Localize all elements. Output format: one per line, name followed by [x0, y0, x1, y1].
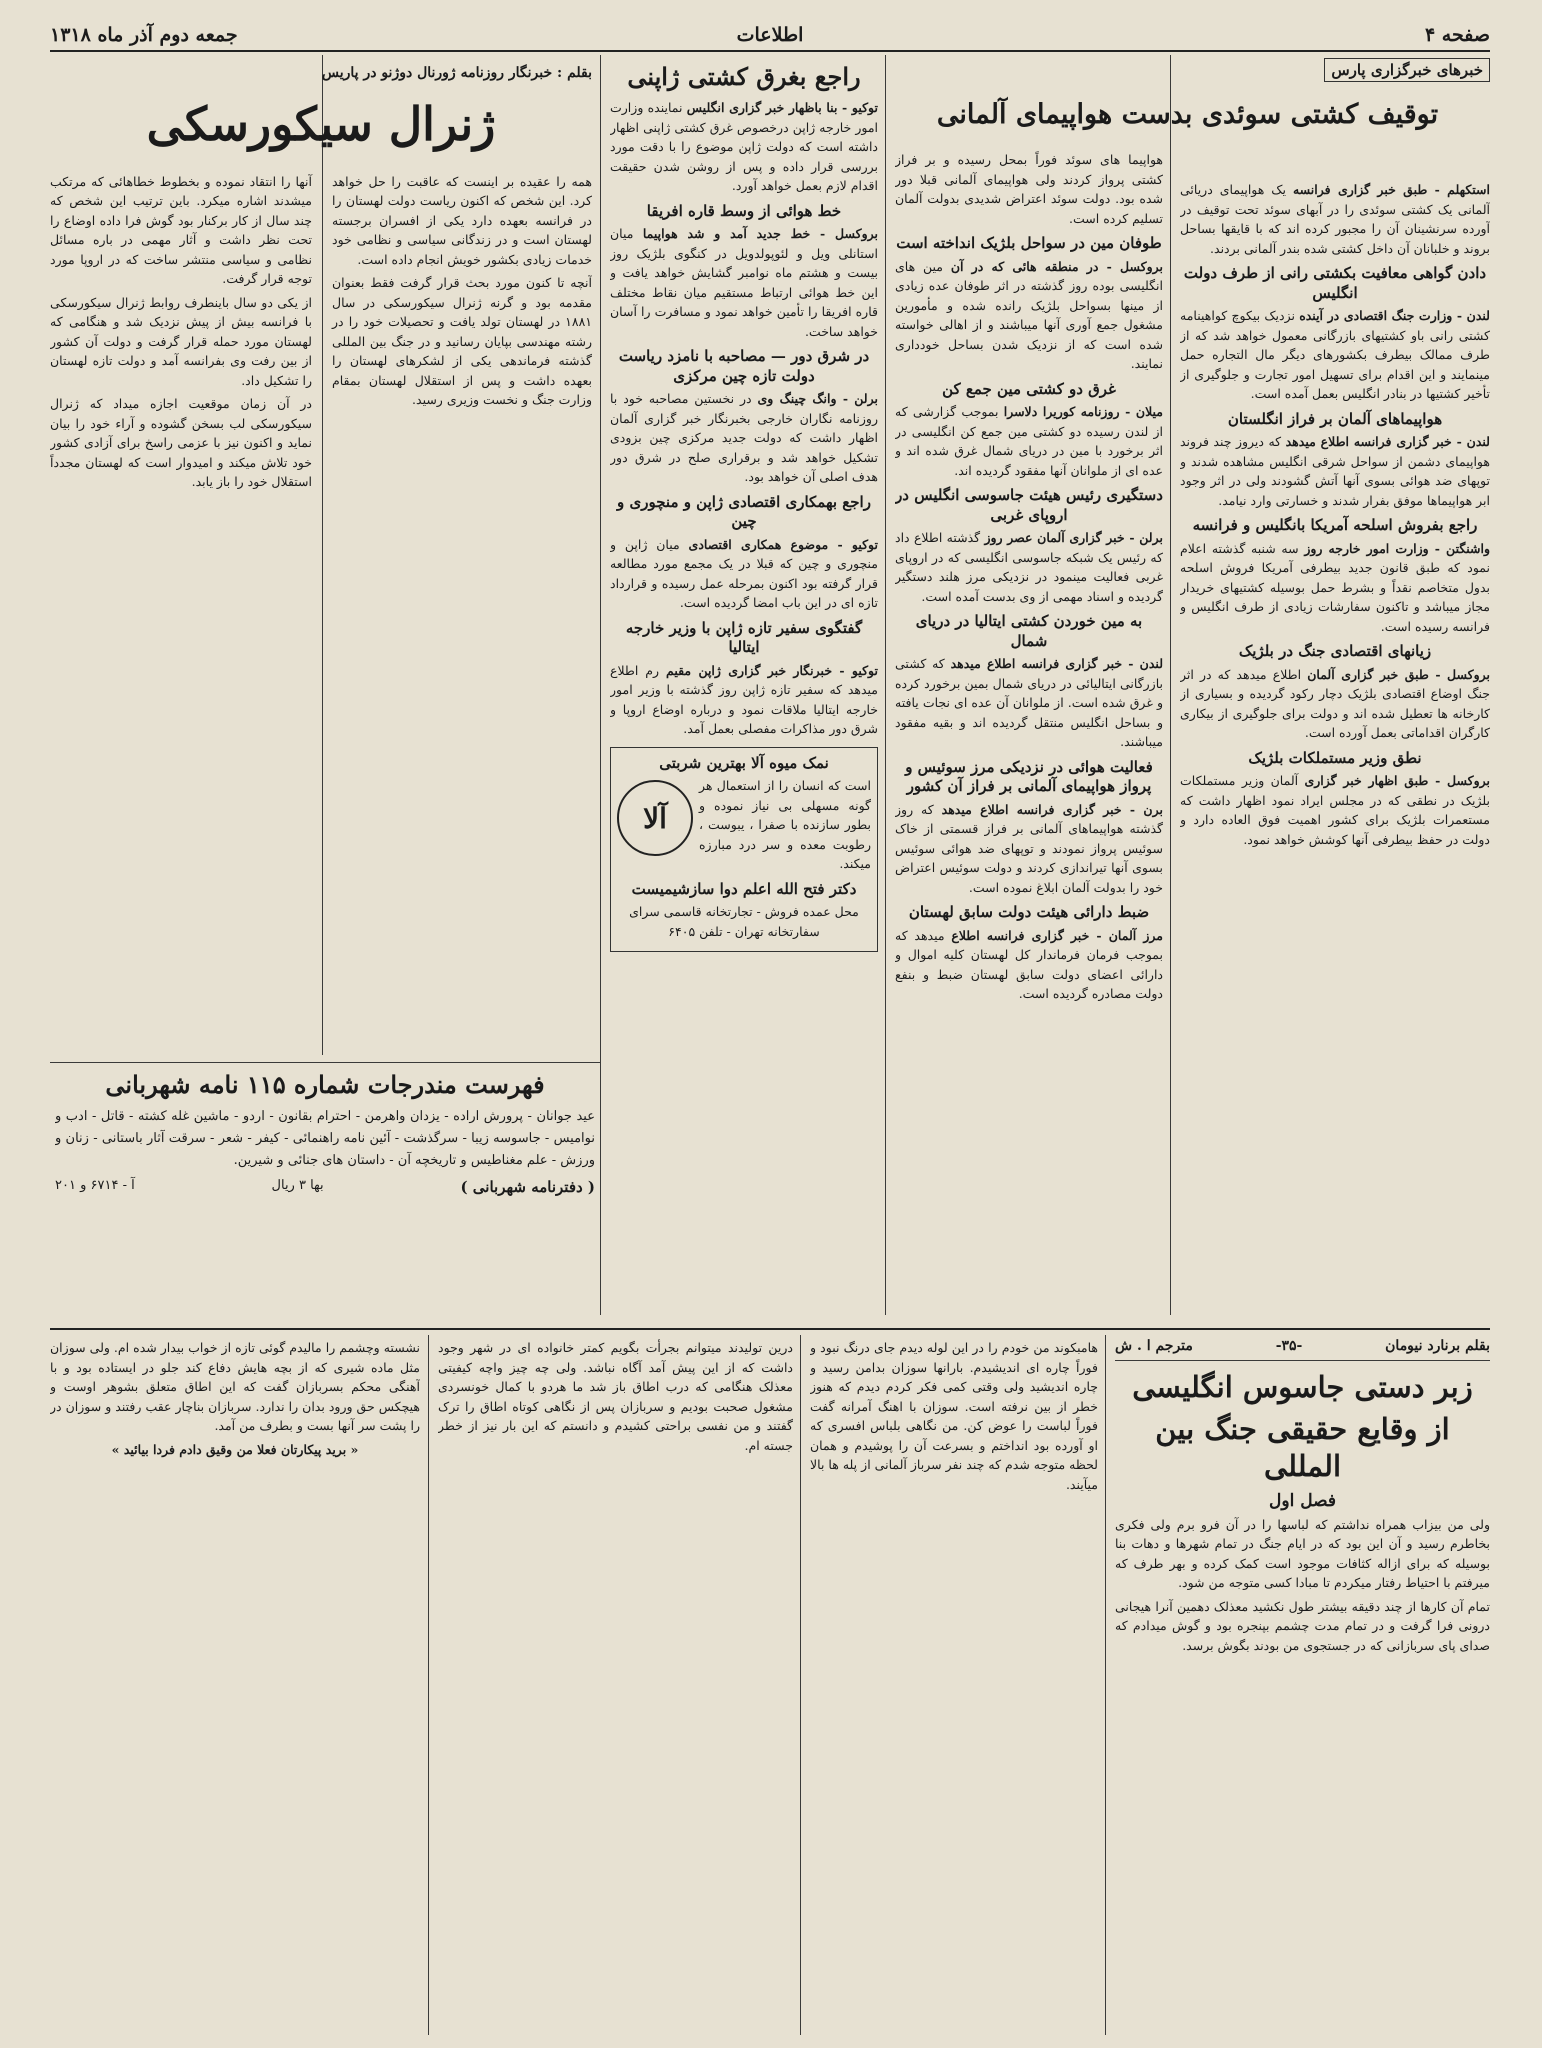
- article-text: همه را عقیده بر اینست که عاقبت را حل خواهد کرد. این شخص که اکنون ریاست دولت لهستان را در فرانسه بعهده دارد یکی از افسران برجسته لهستان است و در زندگانی سیاسی و نظامی خود خدمات زیادی بکشور خویش انجام داده است.: [332, 173, 592, 267]
- headline-sikorski: ژنرال سیکورسکی: [146, 97, 496, 152]
- article-text: لندن - خبر گزاری فرانسه اطلاع میدهد که دیروز چند فروند هواپیمای دشمن از سواحل شرقی انگلیس مشاهده شدند و توپهای ضد هوائی بسوی آنها آتش گشودند ولی در اثر وجود ابر هواپیماها موفق بفرار شدند و خسارتی وارد نیامد.: [1180, 434, 1490, 508]
- article-text: توکیو - موضوع همکاری اقتصادی میان ژاپن و منچوری و چین که قبلا در یک مجمع مورد مطالعه قرار گرفته بود اکنون بمرحله عمل رسیده و قرارداد تازه ای در این باب امضا گردیده است.: [610, 536, 878, 610]
- article-text: مرز آلمان - خبر گزاری فرانسه اطلاع میدهد که بموجب فرمان فرماندار کل لهستان کلیه اموال و دارائی اعضای دولت سابق لهستان ضبط و بنفع دولت مصادره گردیده است.: [895, 927, 1163, 1001]
- article-text: بروکسل - خط جدید آمد و شد هواپیما میان استانلی ویل و لئوپولدویل در کنگوی بلژیک روز بیست و هشتم ماه نوامبر گشایش خواهد یافت و این خط هوائی ارتباط مستقیم میان نقاط مختلف قاره افریقا را تأمین خواهد نمود و مسافرت را آسان خواهد ساخت.: [610, 226, 878, 339]
- article-text: آنها را انتقاد نموده و بخطوط خطاهائی که مرتکب میشدند اشاره میکرد. باین ترتیب این شخص که چند سال از کار برکنار بود گوش فرا داده اوضاع را تحت نظر داشت و آثار مهمی در باره مسائل نظامی و سیاسی منتشر ساخت که در اروپا مورد توجه قرار گرفت.: [50, 173, 312, 287]
- serial-translator: مترجم ا . ش: [1115, 1338, 1193, 1354]
- subhead: هواپیماهای آلمان بر فراز انگلستان: [1227, 409, 1443, 428]
- byline: بقلم : خبرنگار روزنامه ژورنال دوژنو در پاریس: [321, 65, 592, 81]
- column-rule: [1170, 55, 1171, 1315]
- column-rule: [428, 1335, 429, 2035]
- column-3: [610, 62, 878, 1317]
- ala-logo: آلا: [617, 780, 693, 856]
- article-text: لندن - وزارت جنگ اقتصادی در آینده نزدیک بیکوچ کواهینامه کشتی رانی باو کشتیهای بازرگانی معمول خواهد شد که از طرف ممالک بیطرف بکشورهای دیگر مال التجاره حمل مینمایند و این اقدام برای تسهیل امور تجارت و جلوگیری از تأخیر کشتیها در بنادر انگلیس بعمل آمده است.: [1180, 308, 1490, 401]
- box-rule: [50, 1062, 600, 1063]
- serial-number: -۳۵-: [1275, 1338, 1303, 1354]
- contents-list: عید جوانان - پرورش اراده - یزدان واهرمن - احترام بقانون - اردو - ماشین غله کشته - قاتل - ادب و نوامیس - جاسوسه زیبا - سرگذشت - آئین نامه راهنمائی - کیفر - شعر - سرقت آثار باستانی - زنان و ورزش - علم مغناطیس و تاریخچه آن - داستان های جنائی و شیرین.: [55, 1109, 595, 1169]
- ad-address: محل عمده فروش - تجارتخانه قاسمی سرای سفارتخانه تهران - تلفن ۶۴۰۵: [629, 904, 859, 939]
- serial-text: ولی من بیزاب همراه نداشتم که لباسها را در آن فرو برم ولی فکری بخاطرم رسید و آن این بود که در ایام جنگ در تمام شهرها و دهات بنا بوسیله که برای ازاله کثافات موجود است کمک کرده و بهر طرف که میرفتم با احتیاط رفتار میکردم تا مبادا کسی متوجه من شود.: [1115, 1516, 1490, 1591]
- article-text: برلن - وانگ چینگ وی در نخستین مصاحبه خود با روزنامه نگاران خارجی بخبرنگار خبر گزاری آلمان اظهار داشت که دولت جدید مرکزی چین بزودی تشکیل خواهد شد و برقراری صلح در شرق دور هدف اصلی آن خواهد بود.: [610, 391, 878, 484]
- masthead: [50, 20, 1490, 52]
- subhead: دستگیری رئیس هیئت جاسوسی انگلیس در اروپای غربی: [895, 486, 1163, 524]
- subhead: زیانهای اقتصادی جنگ در بلژیک: [1238, 642, 1432, 660]
- subhead: خط هوائی از وسط قاره افریقا: [646, 201, 842, 220]
- article-text: توکیو - خبرنگار خبر گزاری ژاپن مقیم رم اطلاع میدهد که سفیر تازه ژاپن روز گذشته با وزیر امور خارجه ایتالیا ملاقات نمود و درباره اوضاع اروپا و شرق دور مذاکرات مفصلی بعمل آمد.: [610, 662, 878, 736]
- contents-price: بها ۳ ریال: [271, 1178, 324, 1194]
- serial-chapter: فصل اول: [1269, 1490, 1336, 1511]
- page-number: صفحه ۴: [1424, 24, 1490, 46]
- subhead: به مین خوردن کشتی ایتالیا در دریای شمال: [915, 612, 1143, 650]
- serial-title: زبر دستی جاسوس انگلیسی: [1132, 1370, 1473, 1404]
- contents-phone: آ - ۶۷۱۴ و ۲۰۱: [55, 1178, 135, 1194]
- column-2: [895, 150, 1163, 1320]
- paper-name: اطلاعات: [736, 24, 804, 46]
- article-text: توکیو - بنا باظهار خبر گزاری انگلیس نماینده وزارت امور خارجه ژاپن درخصوص غرق کشتی ژاپنی اظهار داشته است که دولت ژاپن موضوع را با دقت مورد بررسی قرار داده و پس از روشن شدن حقیقت اقدام لازم بعمل خواهد آورد.: [610, 100, 878, 193]
- article-text: استکهلم - طبق خبر گزاری فرانسه یک هواپیمای دریائی آلمانی یک کشتی سوئدی را در آبهای سوئد تحت توقیف در آورده سرنشینان آن را مجبور کرده اند که با قایقها بساحل بروند و خلبانان آن داخل کشتی شده بندر آلمانی بردند.: [1180, 182, 1490, 256]
- ad-doctor: دکتر فتح الله اعلم دوا سازشیمیست: [631, 879, 857, 898]
- ad-title: نمک میوه آلا بهترین شربتی: [659, 753, 829, 772]
- ad-text: است که انسان را از استعمال هر گونه مسهلی بی نیاز نموده و بطور سازنده با صفرا ، یبوست ، رطوبت معده و سر درد مبارزه میکند.: [699, 778, 871, 871]
- advertisement-ala: [610, 747, 878, 953]
- subhead: گفتگوی سفیر تازه ژاپن با وزیر خارجه ایتالیا: [625, 618, 863, 656]
- section-tag: خبرهای خبرگزاری پارس: [1324, 58, 1490, 82]
- article-text: بروکسل - در منطقه هائی که در آن مین های انگلیسی بوده روز گذشته در اثر طوفان عده زیادی از مینها بسواحل بلژیک رانده شده و مأمورین مشغول جمع آوری آنها میباشند و از اهالی خواسته شده است که از نزدیک شدن بساحل خودداری نمایند.: [895, 258, 1163, 371]
- serial-story-header: [1115, 1338, 1490, 2038]
- serial-column-3: [438, 1338, 793, 2038]
- subhead: فعالیت هوائی در نزدیکی مرز سوئیس و پرواز هواپیمای آلمانی بر فراز آن کشور: [905, 757, 1153, 795]
- column-rule: [800, 1335, 801, 2035]
- article-text: برلن - خبر گزاری آلمان عصر روز گذشته اطلاع داد که رئیس یک شبکه جاسوسی انگلیسی که در اروپای غربی فعالیت مینمود در نزدیکی مرز هلند دستگیر گردیده و اسناد مهمی از وی بدست آمده است.: [895, 530, 1163, 604]
- column-right: [1180, 58, 1490, 1320]
- police-magazine-contents: [55, 1070, 595, 1320]
- column-rule: [1105, 1335, 1106, 2035]
- serial-text: هامبکوند من خودم را در این لوله دیدم جای درنگ نبود و فوراً چاره ای اندیشیدم. بارانها سوزان بدامن رسید و چاره اندیشید ولی وقتی کمی فکر کردم دیدم که هنوز خطر از بین نرفته است. سوزان با اهنگ آمرانه گفت فوراً لباست را عوض کن. من نگاهی بلباس افسری که او آورده بود انداختم و بسرعت آن را پوشیدم و همان لحظه متوجه شدم که چند نفر سرباز آلمانی از پله ها بالا میآیند.: [810, 1340, 1098, 1492]
- subhead: راجع بهمکاری اقتصادی ژاپن و منچوری و چین: [617, 492, 871, 530]
- serial-text: تمام آن کارها از چند دقیقه بیشتر طول نکشید معذلک دهمین آنرا هیجانی درونی فرا گرفت و در تمام مدت چشمم بپنجره بود و گوش میدادم که صدای پای سربازانی که در جستجوی من بودند بگوش برسد.: [1115, 1598, 1490, 1653]
- section-divider: [50, 1328, 1490, 1330]
- serial-quote: « برید پیکارتان فعلا من وقیق دادم فردا بیائید »: [111, 1441, 359, 1457]
- subhead: غرق دو کشتی مین جمع کن: [942, 379, 1116, 398]
- serial-column-4: [50, 1338, 420, 2038]
- serial-byline: بقلم برنارد نیومان: [1385, 1338, 1490, 1354]
- headline-japan-ship: راجع بغرق کشتی ژاپنی: [627, 62, 861, 91]
- article-text: میلان - روزنامه کوریرا دلاسرا بموجب گزارشی که از لندن رسیده دو کشتی مین جمع کن انگلیسی در اثر برخورد با مین در دریای شمال غرق شده اند و عده ای از ملوانان آنها مفقود گردیده اند.: [895, 404, 1163, 478]
- subhead: دادن گواهی معافیت بکشتی رانی از طرف دولت انگلیس: [1183, 264, 1487, 302]
- column-rule: [885, 55, 886, 1315]
- serial-subtitle: از وقایع حقیقی جنگ بین المللی: [1155, 1412, 1450, 1483]
- column-rule: [600, 55, 601, 1315]
- serial-text: درین تولیدند میتوانم بجرأت بگویم کمتر خانواده ای در شهر وجود داشت که از این پیش آمد آگاه نباشد. ولی چه چیز واچه کیفیتی معذلک هنگامی که درب اطاق باز شد ما هردو با کمال خونسردی مشغول صحبت بودیم و سربازان پس از نگاهی کوتاه اطاق را ترک گفتند و من نفسی براحتی کشیدم و دانستم که این بار نیز از خطر جسته ام.: [438, 1340, 793, 1453]
- article-text: واشنگتن - وزارت امور خارجه روز سه شنبه گذشته اعلام نمود که طبق قانون جدید بیطرفی آمریکا فروش اسلحه بدول متخاصم نقداً و بشرط حمل بوسیله کشتیهای خریدار مجاز میباشد و تاکنون سفارشات زیادی از طرف انگلیس و فرانسه رسیده است.: [1180, 540, 1490, 634]
- contents-footer: ( دفترنامه شهربانی ): [460, 1178, 595, 1197]
- serial-column-2: [810, 1338, 1098, 2038]
- column-sikorski: [50, 62, 592, 1062]
- article-text: در آن زمان موقعیت اجازه میداد که ژنرال سیکورسکی لب بسخن گشوده و آراء خود را بیان نماید و اکنون نیز با عزمی راسخ برای آزادی کشور خود تلاش میکند و امیدوار است که لهستان مجدداً استقلال خود را باز یابد.: [50, 396, 312, 490]
- subhead: طوفان مین در سواحل بلژیک انداخته است: [896, 234, 1162, 252]
- article-text: آنچه تا کنون مورد بحث قرار گرفت فقط بعنوان مقدمه بود و گرنه ژنرال سیکورسکی در سال ۱۸۸۱ در لهستان تولد یافت و تحصیلات خود را در رشته مهندسی بپایان رسانید و در جنگ بین المللی گذشته فرماندهی یکی از لشکرهای لهستان را بعهده داشت و پس از استقلال لهستان بمقام وزارت جنگ و نخست وزیری رسید.: [332, 275, 592, 408]
- serial-text: نشسته وچشمم را مالیدم گوئی تازه از خواب بیدار شده ام. ولی سوزان مثل ماده شیری که از بچه هایش دفاع کند جلو در ایستاده بود و با آهنگی محکم بسربازان گفت که این اطاق متعلق بشوهر اوست و هیچکس حق ورود بدان را ندارد. سربازان بناچار عقب رفتند و سوزان در را پشت سر آنها بست و بطرف من آمد.: [50, 1340, 420, 1433]
- headline-sweden-ship: توقیف کشتی سوئدی بدست هواپیمای آلمانی: [936, 99, 1439, 130]
- issue-date: جمعه دوم آذر ماه ۱۳۱۸: [50, 24, 238, 46]
- subhead: ضبط دارائی هیئت دولت سابق لهستان: [908, 903, 1150, 921]
- article-text: هواپیما های سوئد فوراً بمحل رسیده و بر فراز کشتی پرواز کردند ولی هواپیمای آلمانی قبلا دور شده بود. دولت سوئد اعتراض شدیدی بدولت آلمان تسلیم کرده است.: [895, 152, 1163, 226]
- subhead: نطق وزیر مستملکات بلژیک: [1248, 748, 1422, 767]
- article-text: برن - خبر گزاری فرانسه اطلاع میدهد که روز گذشته هواپیماهای آلمانی بر فراز قسمتی از خاک سوئیس پرواز نمودند و توپهای ضد هوائی سوئیس بسوی آنها تیراندازی کردند و دولت سوئیس اعتراض خود را بدولت آلمان ابلاغ نموده است.: [895, 801, 1163, 895]
- subhead: راجع بفروش اسلحه آمریکا بانگلیس و فرانسه: [1192, 516, 1478, 534]
- contents-title: فهرست مندرجات شماره ۱۱۵ نامه شهربانی: [105, 1070, 545, 1099]
- article-text: بروکسل - طبق خبر گزاری آلمان اطلاع میدهد که در اثر جنگ اوضاع اقتصادی بلژیک دچار رکود گردیده و بسیاری از کارخانه ها تعطیل شده اند و دولت برای جلوگیری از بیکاری کارگران اقداماتی بعمل آورده است.: [1180, 666, 1490, 740]
- article-text: از یکی دو سال باینطرف روابط ژنرال سیکورسکی با فرانسه بیش از پیش نزدیک شد و هنگامی که لهستان مورد حمله قرار گرفت و دولت آن کشور از بین رفت وی بفرانسه آمد و دولت تازه لهستان را تشکیل داد.: [50, 294, 312, 388]
- subhead: در شرق دور — مصاحبه با نامزد ریاست دولت تازه چین مرکزی: [618, 347, 870, 385]
- article-text: بروکسل - طبق اظهار خبر گزاری آلمان وزیر مستملکات بلژیک در نطقی که در مجلس ایراد نمود اظهار داشت که مستعمرات بلژیک برای کشور اهمیت فوق العاده دارد و دولت در حفظ بیطرفی آنها کوشش خواهد نمود.: [1180, 773, 1490, 847]
- article-text: لندن - خبر گزاری فرانسه اطلاع میدهد که کشتی بازرگانی ایتالیائی در دریای شمال بمین برخورد کرده و غرق شده است. از ملوانان آن عده ای نجات یافته و بساحل انگلیس منتقل گردیده اند و بقیه مفقود میباشند.: [895, 656, 1163, 749]
